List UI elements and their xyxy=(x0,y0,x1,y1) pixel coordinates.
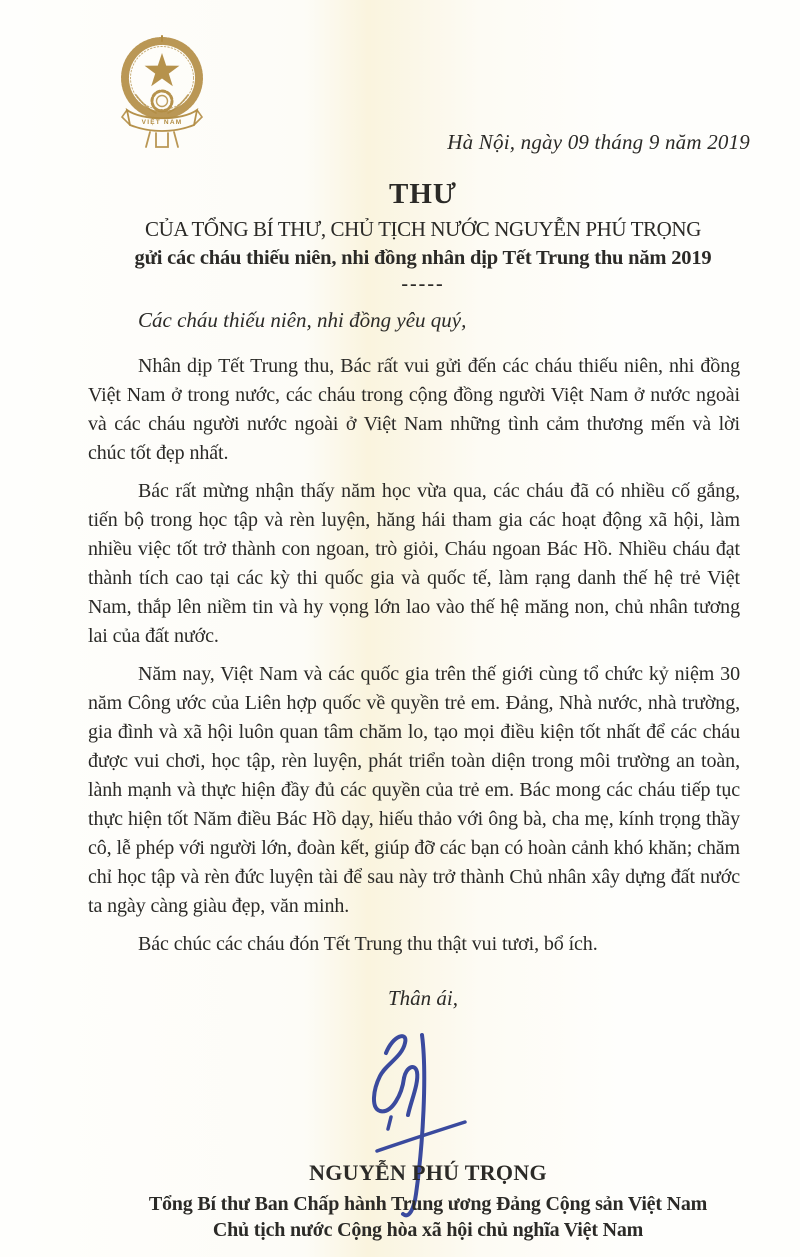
letter-subtitle-occasion: gửi các cháu thiếu niên, nhi đồng nhân dịp Tết Trung thu năm 2019 xyxy=(134,246,712,269)
signer-title-1: Tổng Bí thư Ban Chấp hành Trung ương Đảng Cộng sản Việt Nam xyxy=(148,1193,708,1215)
star-icon xyxy=(145,53,180,86)
date-line: Hà Nội, ngày 09 tháng 9 năm 2019 xyxy=(447,130,750,154)
letter-subtitle-sender: CỦA TỔNG BÍ THƯ, CHỦ TỊCH NƯỚC NGUYỄN PHÚ TRỌNG xyxy=(145,217,701,242)
salutation: Các cháu thiếu niên, nhi đồng yêu quý, xyxy=(138,308,467,332)
heading-separator: ----- xyxy=(401,273,445,296)
paragraph-1: Nhân dịp Tết Trung thu, Bác rất vui gửi đến các cháu thiếu niên, nhi đồng Việt Nam ở trong nước, các cháu trong cộng đồng người Việt Nam ở nước ngoài và các cháu người nước ngoài ở Việt Nam những tình cảm thương mến và lời chúc tốt đẹp nhất. xyxy=(88,355,740,464)
signer-name: NGUYỄN PHÚ TRỌNG xyxy=(309,1160,547,1185)
signer-block xyxy=(48,1160,800,1243)
letter-heading xyxy=(46,176,800,297)
closing-salute: Thân ái, xyxy=(387,986,459,1010)
signer-title-2: Chủ tịch nước Cộng hòa xã hội chủ nghĩa Việt Nam xyxy=(212,1219,644,1241)
paragraph-3: Năm nay, Việt Nam và các quốc gia trên thế giới cùng tổ chức kỷ niệm 30 năm Công ước của Liên hợp quốc về quyền trẻ em. Đảng, Nhà nước, nhà trường, gia đình và xã hội luôn quan tâm chăm lo, tạo mọi điều kiện tốt nhất để các cháu được vui chơi, học tập, rèn luyện, phát triển toàn diện trong môi trường an toàn, lành mạnh và thực hiện đầy đủ các quyền của trẻ em. Bác mong các cháu tiếp tục thực hiện tốt Năm điều Bác Hồ dạy, hiếu thảo với ông bà, cha mẹ, kính trọng thầy cô, lễ phép với người lớn, đoàn kết, giúp đỡ các bạn có hoàn cảnh khó khăn; chăm chỉ học tập và rèn đức luyện tài để sau này trở thành Chủ nhân xây dựng đất nước ta ngày càng giàu đẹp, văn minh. xyxy=(88,663,740,917)
paragraph-2: Bác rất mừng nhận thấy năm học vừa qua, các cháu đã có nhiều cố gắng, tiến bộ trong học tập và rèn luyện, hăng hái tham gia các hoạt động xã hội, làm nhiều việc tốt trở thành con ngoan, trò giỏi, Cháu ngoan Bác Hồ. Nhiều cháu đạt thành tích cao tại các kỳ thi quốc gia và quốc tế, làm rạng danh thế hệ trẻ Việt Nam, thắp lên niềm tin và hy vọng lớn lao vào thế hệ măng non, chủ nhân tương lai của đất nước. xyxy=(88,480,740,647)
vietnam-emblem-icon xyxy=(112,33,212,153)
paragraph-4: Bác chúc các cháu đón Tết Trung thu thật vui tươi, bổ ích. xyxy=(138,933,598,955)
letter-body xyxy=(88,352,740,968)
emblem-label: VIỆT NAM xyxy=(141,119,183,126)
letter-title: THƯ xyxy=(389,178,457,210)
